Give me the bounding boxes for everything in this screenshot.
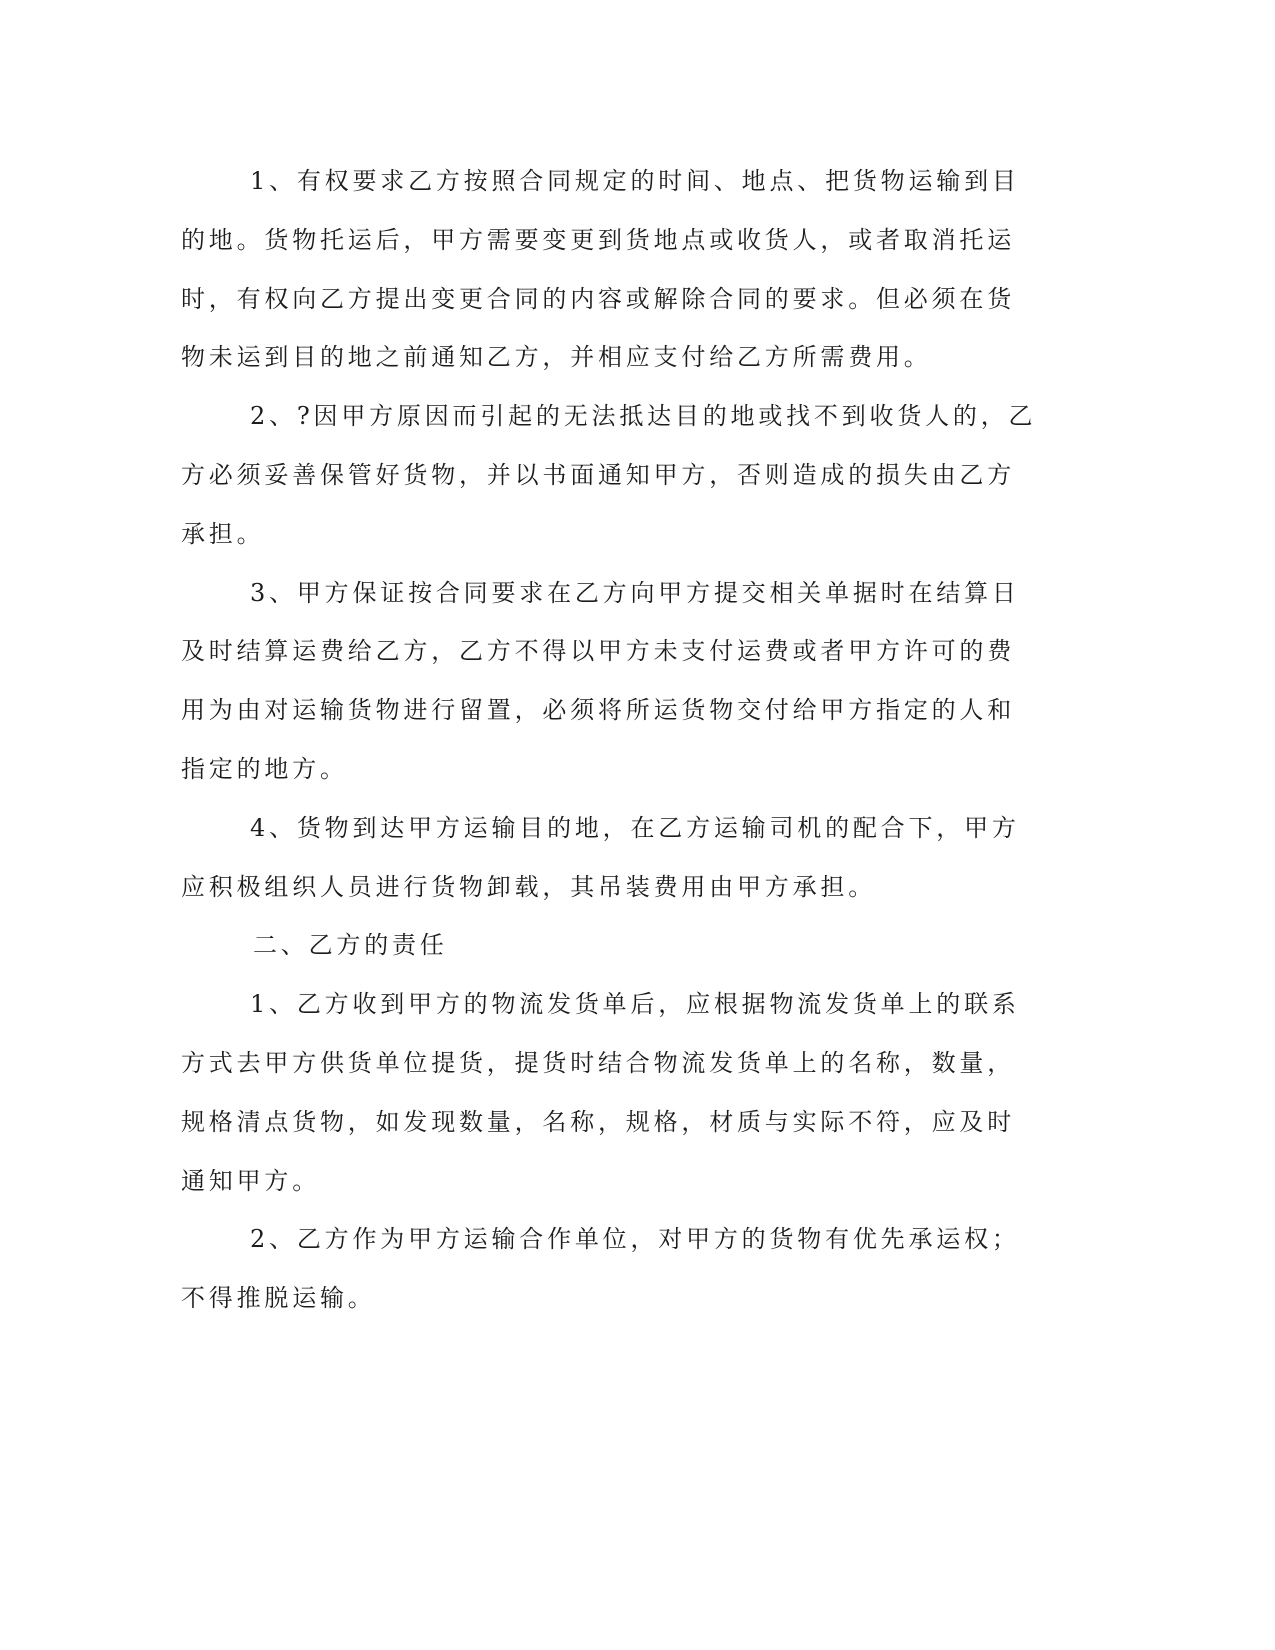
paragraph (181, 1210, 1081, 1328)
text-line: 时，有权向乙方提出变更合同的内容或解除合同的要求。但必须在货 (181, 284, 1015, 313)
section-heading-text: 二、乙方的责任 (253, 931, 448, 960)
paragraph (181, 387, 1081, 563)
text-line: 1、乙方收到甲方的物流发货单后，应根据物流发货单上的联系 (250, 990, 1020, 1019)
document-body (181, 152, 1081, 1328)
text-line: 承担。 (181, 519, 265, 548)
text-line: 3、甲方保证按合同要求在乙方向甲方提交相关单据时在结算日 (250, 578, 1020, 607)
text-line: 及时结算运费给乙方，乙方不得以甲方未支付运费或者甲方许可的费 (181, 637, 1015, 666)
paragraph (181, 152, 1081, 387)
text-line: 的地。货物托运后，甲方需要变更到货地点或收货人，或者取消托运 (181, 225, 1015, 254)
text-line: 4、货物到达甲方运输目的地，在乙方运输司机的配合下，甲方 (250, 813, 1020, 842)
text-line: 方必须妥善保管好货物，并以书面通知甲方，否则造成的损失由乙方 (181, 460, 1015, 489)
text-line: 用为由对运输货物进行留置，必须将所运货物交付给甲方指定的人和 (181, 696, 1015, 725)
text-line: 2、?因甲方原因而引起的无法抵达目的地或找不到收货人的，乙 (250, 402, 1037, 431)
text-line: 物未运到目的地之前通知乙方，并相应支付给乙方所需费用。 (181, 343, 932, 372)
text-line: 应积极组织人员进行货物卸载，其吊装费用由甲方承担。 (181, 872, 876, 901)
text-line: 不得推脱运输。 (181, 1284, 376, 1313)
text-line: 规格清点货物，如发现数量，名称，规格，材质与实际不符，应及时 (181, 1107, 1015, 1136)
text-line: 通知甲方。 (181, 1166, 320, 1195)
text-line: 指定的地方。 (181, 754, 348, 783)
section-heading (181, 916, 1081, 975)
paragraph (181, 975, 1081, 1210)
text-line: 2、乙方作为甲方运输合作单位，对甲方的货物有优先承运权； (250, 1225, 1020, 1254)
paragraph (181, 564, 1081, 799)
paragraph (181, 799, 1081, 917)
text-line: 1、有权要求乙方按照合同规定的时间、地点、把货物运输到目 (250, 167, 1020, 195)
text-line: 方式去甲方供货单位提货，提货时结合物流发货单上的名称，数量， (181, 1048, 1015, 1077)
